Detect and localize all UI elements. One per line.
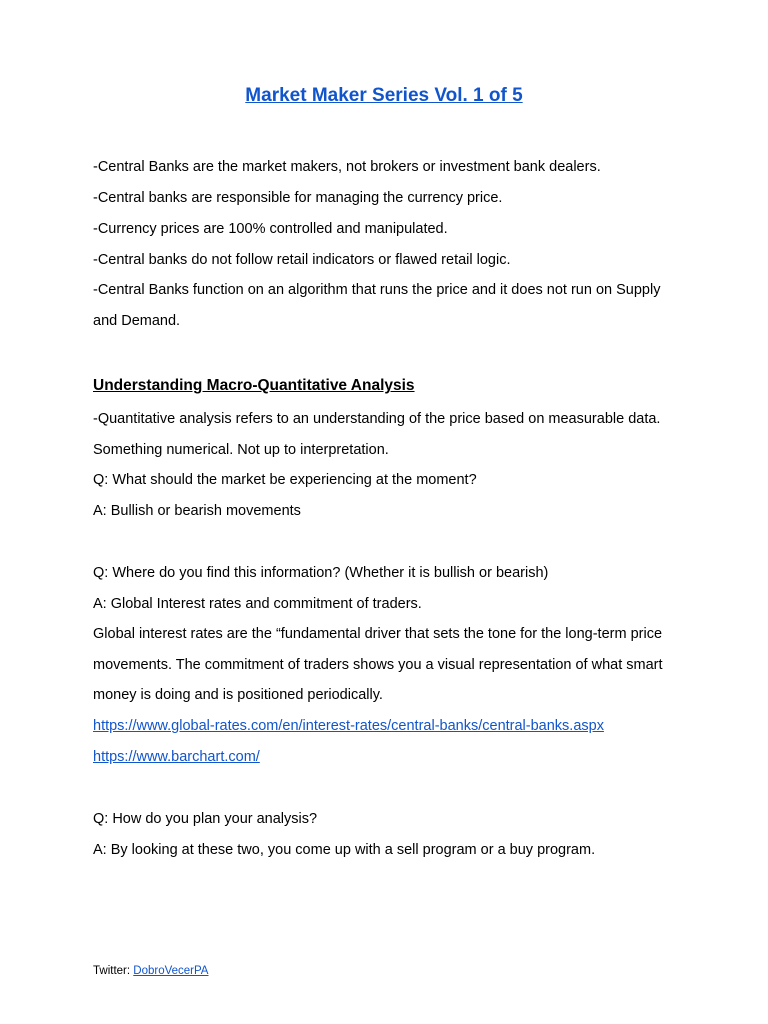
intro-line: -Central banks are responsible for managing the currency price.: [93, 190, 503, 206]
answer-line: A: By looking at these two, you come up with a sell program or a buy program.: [93, 842, 596, 858]
barchart-link[interactable]: https://www.barchart.com/: [93, 749, 260, 765]
twitter-handle-link[interactable]: DobroVecerPA: [133, 965, 209, 977]
question-line: Q: How do you plan your analysis?: [93, 811, 318, 827]
document-title[interactable]: Market Maker Series Vol. 1 of 5: [245, 85, 523, 106]
intro-line: -Central Banks are the market makers, not brokers or investment bank dealers.: [93, 159, 601, 175]
paragraph-line: movements. The commitment of traders shows you a visual representation of what smart: [93, 657, 663, 673]
paragraph-line: money is doing and is positioned periodically.: [93, 687, 383, 703]
section-heading: Understanding Macro-Quantitative Analysis: [93, 377, 415, 394]
section-line: Something numerical. Not up to interpretation.: [93, 442, 389, 458]
intro-line: -Central banks do not follow retail indicators or flawed retail logic.: [93, 252, 511, 268]
question-line: Q: Where do you find this information? (Whether it is bullish or bearish): [93, 565, 549, 581]
answer-line: A: Global Interest rates and commitment of traders.: [93, 596, 422, 612]
question-line: Q: What should the market be experiencing at the moment?: [93, 472, 477, 488]
footer: [93, 963, 208, 979]
intro-line: -Central Banks function on an algorithm that runs the price and it does not run on Supply: [93, 282, 661, 298]
section-line: -Quantitative analysis refers to an understanding of the price based on measurable data.: [93, 411, 661, 427]
intro-line: -Currency prices are 100% controlled and manipulated.: [93, 221, 448, 237]
paragraph-line: Global interest rates are the “fundamental driver that sets the tone for the long-term price: [93, 626, 663, 642]
global-rates-link[interactable]: https://www.global-rates.com/en/interest-rates/central-banks/central-banks.aspx: [93, 718, 604, 734]
answer-line: A: Bullish or bearish movements: [93, 503, 301, 519]
footer-label: Twitter:: [93, 965, 134, 977]
intro-line: and Demand.: [93, 313, 181, 329]
